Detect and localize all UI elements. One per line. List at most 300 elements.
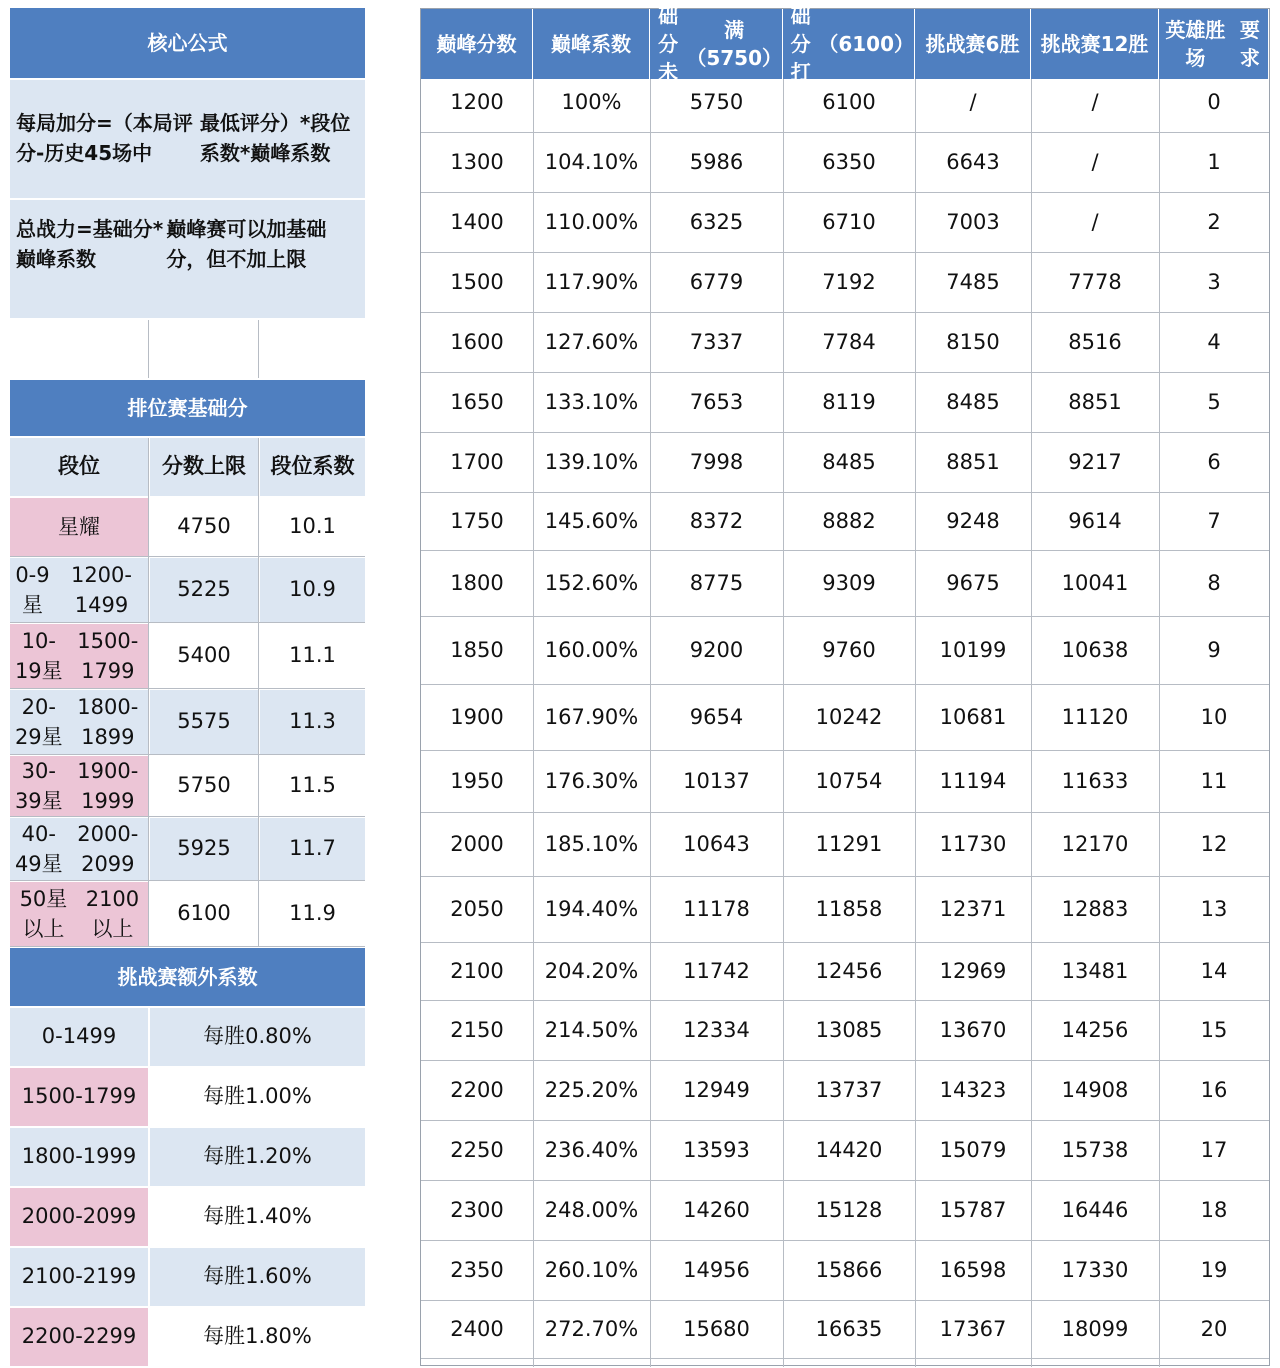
main-table-cell — [783, 685, 915, 751]
main-table-cell-text: 1600 — [450, 330, 504, 355]
main-table-cell — [915, 1241, 1031, 1301]
text-line: 英雄胜场 — [1165, 18, 1226, 70]
grid-line — [10, 946, 365, 947]
main-table-cell-text: 11 — [1200, 769, 1228, 794]
main-table-cell-text: 1950 — [450, 769, 504, 794]
main-table-cell — [650, 877, 783, 943]
main-table-cell-text: / — [1091, 90, 1099, 115]
main-header-cell — [1031, 9, 1158, 79]
challenge-bonus-title-text: 挑战赛额外系数 — [117, 965, 258, 989]
main-table-cell — [421, 1241, 533, 1301]
ranked-cap-cell — [150, 882, 258, 946]
challenge-bonus-cell — [150, 1308, 365, 1366]
main-table-cell-text: 7 — [1207, 509, 1221, 534]
ranked-cap-text: 4750 — [177, 514, 231, 539]
main-table-cell — [1159, 877, 1269, 943]
challenge-bonus-cell — [150, 1008, 365, 1066]
main-table-cell — [1159, 1301, 1269, 1359]
main-table-cell-text: 14256 — [1061, 1018, 1129, 1043]
main-table-cell — [915, 1121, 1031, 1181]
main-table-cell — [915, 493, 1031, 551]
grid-line — [148, 320, 149, 378]
challenge-bonus-text: 每胜1.40% — [203, 1204, 312, 1229]
grid-line — [421, 1358, 1269, 1359]
main-table-cell-text: 6779 — [689, 270, 744, 295]
challenge-range-text: 0-1499 — [41, 1024, 117, 1049]
main-table-cell — [783, 433, 915, 493]
main-table-cell-text: 11633 — [1061, 769, 1129, 794]
ranked-coef-text: 10.9 — [289, 577, 336, 602]
main-table-cell-text: 9614 — [1068, 509, 1122, 534]
main-table-cell-text: 8516 — [1068, 330, 1122, 355]
main-table-cell-text: 14908 — [1061, 1078, 1129, 1103]
main-table-cell-text: 117.90% — [544, 270, 639, 295]
main-table-cell-text: 2100 — [450, 959, 504, 984]
main-table-cell-text: 7778 — [1068, 270, 1122, 295]
main-table-cell — [915, 1061, 1031, 1121]
main-table — [420, 4, 1270, 1366]
main-header-cell — [915, 9, 1030, 79]
main-table-cell-text: 12969 — [939, 959, 1007, 984]
main-table-cell — [421, 433, 533, 493]
main-table-cell — [533, 373, 650, 433]
main-table-cell-text: 11194 — [939, 769, 1007, 794]
main-table-cell — [1031, 1121, 1159, 1181]
main-table-cell-text: / — [1091, 150, 1099, 175]
main-table-cell-text: 6350 — [822, 150, 876, 175]
challenge-range-cell — [10, 1068, 148, 1126]
main-table-cell — [1159, 253, 1269, 313]
ranked-coef-text: 11.9 — [289, 901, 336, 926]
grid-line — [915, 79, 916, 1367]
main-table-cell-text: 225.20% — [544, 1078, 639, 1103]
main-table-cell — [783, 73, 915, 133]
main-table-cell — [421, 1001, 533, 1061]
main-table-cell-text: 6710 — [822, 210, 876, 235]
main-table-cell-text: 8775 — [689, 571, 744, 596]
main-table-cell-text: 18099 — [1061, 1317, 1129, 1342]
main-table-cell-text: 1900 — [450, 705, 504, 730]
ranked-coef-cell — [260, 624, 365, 688]
main-table-cell — [1159, 1061, 1269, 1121]
challenge-range-cell — [10, 1308, 148, 1366]
challenge-bonus-cell — [150, 1128, 365, 1186]
ranked-cap-text: 5750 — [177, 773, 231, 798]
text-line: 巅峰系数 — [551, 32, 631, 56]
main-table-cell-text: 167.90% — [544, 705, 639, 730]
text-line: 20-29星 — [14, 694, 63, 749]
main-table-cell-text: 17367 — [939, 1317, 1007, 1342]
main-table-cell-text: 18 — [1200, 1198, 1228, 1223]
ranked-base-title — [10, 380, 365, 436]
main-table-cell — [533, 1181, 650, 1241]
main-table-cell — [533, 751, 650, 813]
main-table-cell — [1159, 1181, 1269, 1241]
main-table-cell-text: 176.30% — [544, 769, 639, 794]
main-table-cell — [650, 73, 783, 133]
main-table-cell-text: 2400 — [450, 1317, 504, 1342]
text-line: 挑战赛6胜 — [925, 32, 1020, 56]
grid-line — [783, 79, 784, 1367]
ranked-header-text: 段位系数 — [270, 454, 355, 479]
main-table-cell-text: 11178 — [683, 897, 750, 922]
main-table-cell-text: 7003 — [946, 210, 1000, 235]
main-table-cell — [915, 813, 1031, 877]
main-table-cell — [783, 813, 915, 877]
main-table-cell-text: 15866 — [815, 1258, 883, 1283]
ranked-cap-text: 5225 — [177, 577, 231, 602]
ranked-coef-cell — [260, 818, 365, 880]
main-table-cell-text: 14420 — [815, 1138, 883, 1163]
text-line: 10-19星 — [14, 628, 63, 683]
ranked-cap-text: 5575 — [177, 709, 231, 734]
main-table-cell-text: 110.00% — [544, 210, 639, 235]
ranked-header-cell — [150, 438, 258, 496]
core-formula-title — [10, 8, 365, 78]
text-line: 巅峰分数 — [436, 32, 517, 56]
main-table-cell — [1031, 1001, 1159, 1061]
ranked-header-cell — [260, 438, 365, 496]
main-table-cell-text: 1700 — [450, 450, 504, 475]
grid-line — [10, 622, 365, 623]
ranked-coef-cell — [260, 558, 365, 622]
main-table-cell — [650, 1001, 783, 1061]
main-table-cell — [650, 493, 783, 551]
main-table-cell-text: 1 — [1207, 150, 1221, 175]
main-table-cell-text: 152.60% — [544, 571, 639, 596]
main-table-cell — [533, 877, 650, 943]
grid-line — [258, 320, 259, 378]
main-table-cell-text: 12170 — [1061, 832, 1129, 857]
challenge-bonus-text: 每胜1.80% — [203, 1324, 312, 1349]
main-table-cell-text: 8 — [1207, 571, 1221, 596]
main-table-cell-text: 9248 — [946, 509, 1000, 534]
main-table-cell — [1031, 73, 1159, 133]
main-table-cell-text: 13593 — [683, 1138, 750, 1163]
main-table-cell — [533, 493, 650, 551]
main-table-cell — [783, 617, 915, 685]
main-table-cell-text: 10199 — [939, 638, 1007, 663]
challenge-bonus-cell — [150, 1068, 365, 1126]
challenge-range-cell — [10, 1188, 148, 1246]
main-table-cell — [915, 877, 1031, 943]
text-line: 总战力=基础分*巅峰系数 — [16, 217, 164, 271]
ranked-coef-text: 11.3 — [289, 709, 336, 734]
main-table-cell — [533, 1241, 650, 1301]
main-table-cell — [533, 73, 650, 133]
main-table-cell — [783, 133, 915, 193]
ranked-tier-cell — [10, 882, 148, 946]
main-table-cell — [1159, 313, 1269, 373]
main-table-cell — [533, 551, 650, 617]
text-line: 2000-2099 — [77, 821, 139, 876]
main-table-cell — [650, 813, 783, 877]
main-table-cell — [1031, 1181, 1159, 1241]
main-table-cell-text: 9217 — [1068, 450, 1122, 475]
main-table-cell-text: 16598 — [939, 1258, 1007, 1283]
main-table-cell-text: 100% — [561, 90, 622, 115]
main-table-cell-text: 1750 — [450, 509, 504, 534]
grid-line — [1159, 79, 1160, 1367]
main-table-cell — [783, 1181, 915, 1241]
main-table-cell — [650, 313, 783, 373]
main-table-cell — [421, 1301, 533, 1359]
main-table-cell — [1159, 751, 1269, 813]
main-table-cell — [1031, 877, 1159, 943]
main-table-cell-text: 15787 — [939, 1198, 1007, 1223]
challenge-range-text: 1800-1999 — [21, 1144, 137, 1169]
main-table-cell — [783, 373, 915, 433]
ranked-cap-cell — [150, 690, 258, 754]
challenge-range-cell — [10, 1008, 148, 1066]
main-table-cell — [783, 1241, 915, 1301]
challenge-bonus-text: 每胜0.80% — [203, 1024, 312, 1049]
main-table-cell-text: 8372 — [689, 509, 744, 534]
main-table-cell — [915, 373, 1031, 433]
main-table-cell-text: 13 — [1200, 897, 1228, 922]
core-formula-title-text: 核心公式 — [147, 31, 228, 55]
ranked-cap-cell — [150, 818, 258, 880]
main-table-cell-text: 10754 — [815, 769, 883, 794]
main-table-cell-text: 16635 — [815, 1317, 883, 1342]
main-table-cell — [915, 617, 1031, 685]
main-table-cell-text: 10041 — [1061, 571, 1129, 596]
main-table-cell — [533, 1301, 650, 1359]
main-table-cell-text: 17330 — [1061, 1258, 1129, 1283]
ranked-tier-cell — [10, 690, 148, 754]
main-table-cell-text: 104.10% — [544, 150, 639, 175]
main-table-cell-text: 9200 — [689, 638, 744, 663]
main-table-cell — [533, 133, 650, 193]
text-line: 础分打满 — [790, 4, 811, 112]
main-table-cell-text: 15680 — [683, 1317, 750, 1342]
grid-line — [148, 438, 149, 946]
main-table-cell — [915, 433, 1031, 493]
grid-line — [533, 79, 534, 1367]
ranked-tier-cell — [10, 558, 148, 622]
main-table-cell-text: 13085 — [815, 1018, 883, 1043]
text-line: 最低评分）*段位系数*巅峰系数 — [199, 111, 351, 165]
text-line: 挑战赛12胜 — [1040, 32, 1149, 56]
empty-spacer-cell — [260, 320, 365, 378]
ranked-coef-text: 10.1 — [289, 514, 336, 539]
ranked-header-text: 分数上限 — [162, 454, 246, 479]
main-table-cell — [650, 1301, 783, 1359]
main-table-cell — [421, 1181, 533, 1241]
ranked-cap-text: 6100 — [177, 901, 231, 926]
main-table-cell-text: 6100 — [822, 90, 876, 115]
main-table-cell-text: 11742 — [683, 959, 750, 984]
main-table-cell-text: 2150 — [450, 1018, 504, 1043]
empty-spacer-cell — [10, 320, 148, 378]
main-table-cell — [915, 133, 1031, 193]
main-table-cell — [783, 193, 915, 253]
main-table-cell-text: 7784 — [822, 330, 876, 355]
main-table-cell-text: 13737 — [815, 1078, 883, 1103]
main-table-cell — [421, 751, 533, 813]
main-header-cell — [1159, 9, 1268, 79]
main-table-cell — [783, 943, 915, 1001]
ranked-coef-cell — [260, 690, 365, 754]
main-table-cell — [1159, 1241, 1269, 1301]
main-table-cell-text: 10137 — [683, 769, 750, 794]
main-table-cell-text: 2000 — [450, 832, 504, 857]
main-table-cell — [915, 1001, 1031, 1061]
ranked-coef-text: 11.7 — [289, 836, 336, 861]
main-table-cell — [1159, 133, 1269, 193]
ranked-cap-text: 5400 — [177, 643, 231, 668]
main-table-cell-text: 8851 — [1068, 390, 1122, 415]
main-table-cell — [650, 1121, 783, 1181]
main-table-cell — [421, 813, 533, 877]
challenge-bonus-title — [10, 948, 365, 1006]
text-line: 30-39星 — [14, 758, 63, 813]
main-table-cell — [1031, 1301, 1159, 1359]
main-table-cell-text: / — [969, 90, 977, 115]
main-table-cell — [1031, 253, 1159, 313]
main-table-cell-text: 272.70% — [544, 1317, 639, 1342]
main-table-cell — [1159, 943, 1269, 1001]
grid-line — [10, 688, 365, 689]
text-line: 1200-1499 — [70, 562, 132, 617]
main-table-cell — [650, 685, 783, 751]
ranked-coef-cell — [260, 882, 365, 946]
main-table-cell-text: 194.40% — [544, 897, 639, 922]
main-table-cell — [650, 1061, 783, 1121]
main-table-cell — [533, 253, 650, 313]
main-table-cell-text: 6 — [1207, 450, 1221, 475]
main-table-cell-text: / — [1091, 210, 1099, 235]
text-line: 要求 — [1239, 18, 1260, 70]
main-table-cell — [650, 617, 783, 685]
main-table-cell — [650, 943, 783, 1001]
main-table-cell-text: 2300 — [450, 1198, 504, 1223]
main-table-cell — [915, 551, 1031, 617]
main-table-cell-text: 6325 — [689, 210, 744, 235]
main-header-cell — [650, 4, 782, 112]
main-table-cell-text: 8851 — [946, 450, 1000, 475]
main-table-cell — [1159, 685, 1269, 751]
ranked-coef-cell — [260, 498, 365, 556]
main-header-cell — [783, 4, 914, 112]
main-table-cell — [1031, 313, 1159, 373]
main-table-cell — [421, 73, 533, 133]
challenge-range-text: 2000-2099 — [21, 1204, 137, 1229]
main-table-cell-text: 9760 — [822, 638, 876, 663]
main-table-cell — [1031, 551, 1159, 617]
main-table-cell-text: 5 — [1207, 390, 1221, 415]
main-table-cell-text: 14 — [1200, 959, 1228, 984]
main-table-cell — [533, 193, 650, 253]
main-table-cell — [533, 313, 650, 373]
main-table-cell-text: 1800 — [450, 571, 504, 596]
ranked-base-title-text: 排位赛基础分 — [127, 396, 248, 420]
main-table-cell — [1031, 813, 1159, 877]
main-table-cell-text: 12371 — [939, 897, 1007, 922]
main-table-cell-text: 11291 — [815, 832, 883, 857]
text-line: 0-9星 — [15, 562, 50, 617]
main-table-cell-text: 12334 — [683, 1018, 750, 1043]
main-table-cell — [650, 133, 783, 193]
main-table-cell-text: 8882 — [822, 509, 876, 534]
main-table-cell-text: 16 — [1200, 1078, 1228, 1103]
main-table-cell — [1159, 617, 1269, 685]
main-table-cell — [1031, 751, 1159, 813]
main-table-cell-text: 15128 — [815, 1198, 883, 1223]
main-table-cell-text: 11120 — [1061, 705, 1129, 730]
main-table-cell-text: 7998 — [689, 450, 744, 475]
main-table-cell — [783, 551, 915, 617]
main-table-cell-text: 2350 — [450, 1258, 504, 1283]
main-table-cell-text: 0 — [1207, 90, 1221, 115]
main-table-cell-text: 7192 — [822, 270, 876, 295]
main-table-cell-text: 10643 — [683, 832, 750, 857]
main-table-cell — [1159, 1001, 1269, 1061]
formula-total-power — [10, 200, 365, 318]
main-table-cell-text: 5986 — [689, 150, 744, 175]
text-line: 40-49星 — [14, 821, 63, 876]
main-table-cell — [533, 1061, 650, 1121]
main-table-cell — [1159, 1121, 1269, 1181]
main-table-cell — [650, 253, 783, 313]
main-table-cell — [915, 1181, 1031, 1241]
main-table-cell — [421, 193, 533, 253]
main-table-cell — [1031, 373, 1159, 433]
main-table-cell-text: 15 — [1200, 1018, 1228, 1043]
main-table-cell — [783, 1061, 915, 1121]
grid-line — [1031, 79, 1032, 1367]
main-header-cell — [533, 9, 649, 79]
main-table-cell-text: 236.40% — [544, 1138, 639, 1163]
main-table-cell — [533, 943, 650, 1001]
main-table-cell-text: 9309 — [822, 571, 876, 596]
main-table-cell-text: 133.10% — [544, 390, 639, 415]
ranked-tier-cell — [10, 756, 148, 816]
main-table-cell-text: 12456 — [815, 959, 883, 984]
main-table-cell-text: 8485 — [822, 450, 876, 475]
main-table-cell — [915, 193, 1031, 253]
main-table-cell — [1031, 1061, 1159, 1121]
main-table-cell — [421, 1061, 533, 1121]
text-line: 每局加分=（本局评分-历史45场中 — [16, 111, 193, 165]
main-table-cell-text: 214.50% — [544, 1018, 639, 1043]
main-table-cell-text: 160.00% — [544, 638, 639, 663]
main-table-cell-text: 17 — [1200, 1138, 1228, 1163]
challenge-range-text: 2100-2199 — [21, 1264, 137, 1289]
main-table-cell — [1031, 133, 1159, 193]
main-table-cell-text: 15079 — [939, 1138, 1007, 1163]
ranked-cap-cell — [150, 624, 258, 688]
main-table-cell — [421, 943, 533, 1001]
main-table-cell — [650, 193, 783, 253]
ranked-coef-text: 11.5 — [289, 773, 336, 798]
challenge-bonus-cell — [150, 1188, 365, 1246]
main-table-cell — [533, 617, 650, 685]
main-table-cell — [915, 1301, 1031, 1359]
ranked-cap-cell — [150, 558, 258, 622]
challenge-range-cell — [10, 1248, 148, 1306]
ranked-tier-cell — [10, 624, 148, 688]
main-table-cell-text: 11730 — [939, 832, 1007, 857]
main-table-cell — [1031, 685, 1159, 751]
main-table-cell-text: 248.00% — [544, 1198, 639, 1223]
main-table-cell-text: 12 — [1200, 832, 1228, 857]
main-table-cell — [421, 877, 533, 943]
ranked-tier-cell — [10, 818, 148, 880]
main-table-cell — [915, 685, 1031, 751]
grid-line — [10, 880, 365, 881]
main-table-cell — [1159, 551, 1269, 617]
